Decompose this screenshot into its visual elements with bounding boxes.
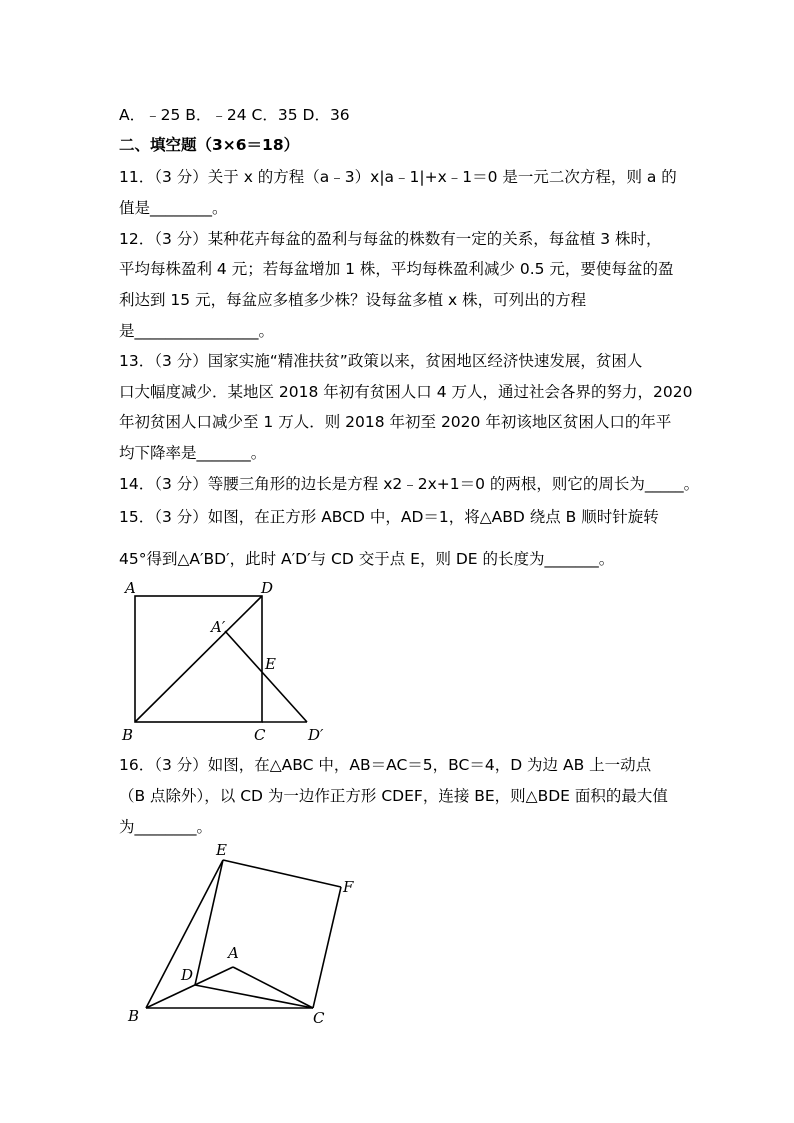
question-15-line1: 15．（3 分）如图，在正方形 ABCD 中，AD＝1，将△ABD 绕点 B 顺时针旋转 (119, 508, 659, 526)
segment-b-e (146, 860, 223, 1008)
question-13-line3: 年初贫困人口减少至 1 万人．则 2018 年初至 2020 年初该地区贫困人口的年平 (119, 413, 672, 431)
question-13-line1: 13．（3 分）国家实施“精准扶贫”政策以来，贫困地区经济快速发展，贫困人 (119, 352, 643, 370)
question-12-line1: 12．（3 分）某种花卉每盆的盈利与每盆的株数有一定的关系，每盆植 3 株时， (119, 230, 662, 248)
question-16-line3: 为________。 (119, 818, 213, 836)
figure-triangle-square (120, 835, 370, 1035)
question-11-line2: 值是________。 (119, 199, 228, 217)
figure-square-rotation (115, 575, 345, 750)
label-E: E (216, 841, 227, 859)
label-B: B (128, 1007, 140, 1025)
question-13-line4: 均下降率是_______。 (119, 444, 267, 462)
label-E: E (265, 655, 276, 673)
section-heading: 二、填空题（3×6＝18） (119, 136, 300, 154)
segment-d-e (195, 860, 223, 985)
label-C: C (254, 726, 266, 744)
label-B: B (122, 726, 134, 744)
question-12-line2: 平均每株盈利 4 元；若每盆增加 1 株，平均每株盈利减少 0.5 元，要使每盆的盈 (119, 260, 674, 278)
question-12-line4: 是________________。 (119, 322, 275, 340)
label-A-prime: A′ (211, 618, 226, 636)
label-A: A (125, 579, 136, 597)
label-D-prime: D′ (308, 726, 324, 744)
question-13-line2: 口大幅度减少．某地区 2018 年初有贫困人口 4 万人，通过社会各界的努力，2020 (119, 383, 693, 401)
segment-a1-d1 (225, 631, 307, 722)
question-16-line1: 16．（3 分）如图，在△ABC 中，AB＝AC＝5，BC＝4，D 为边 AB 上一动点 (119, 756, 652, 774)
label-A: A (228, 944, 239, 962)
label-D: D (261, 579, 274, 597)
diagonal-bd (135, 596, 262, 722)
question-11-line1: 11．（3 分）关于 x 的方程（a﹣3）x|a﹣1|+x﹣1＝0 是一元二次方程，则 a 的 (119, 168, 677, 186)
segment-f-c (313, 887, 341, 1008)
label-F: F (343, 878, 354, 896)
question-16-line2: （B 点除外），以 CD 为一边作正方形 CDEF，连接 BE，则△BDE 面积的最大值 (119, 787, 668, 805)
segment-e-f (223, 860, 341, 887)
label-D: D (181, 966, 194, 984)
label-C: C (313, 1009, 325, 1027)
question-15-line2: 45°得到△A′BD′，此时 A′D′与 CD 交于点 E，则 DE 的长度为_______。 (119, 550, 615, 568)
question-14: 14．（3 分）等腰三角形的边长是方程 x2﹣2x+1＝0 的两根，则它的周长为_____。 (119, 475, 700, 493)
segment-d-c (195, 985, 313, 1008)
segment-a-c (233, 967, 313, 1008)
line-options: A．﹣25 B．﹣24 C．35 D．36 (119, 106, 350, 124)
question-12-line3: 利达到 15 元，每盆应多植多少株？设每盆多植 x 株，可列出的方程 (119, 291, 587, 309)
